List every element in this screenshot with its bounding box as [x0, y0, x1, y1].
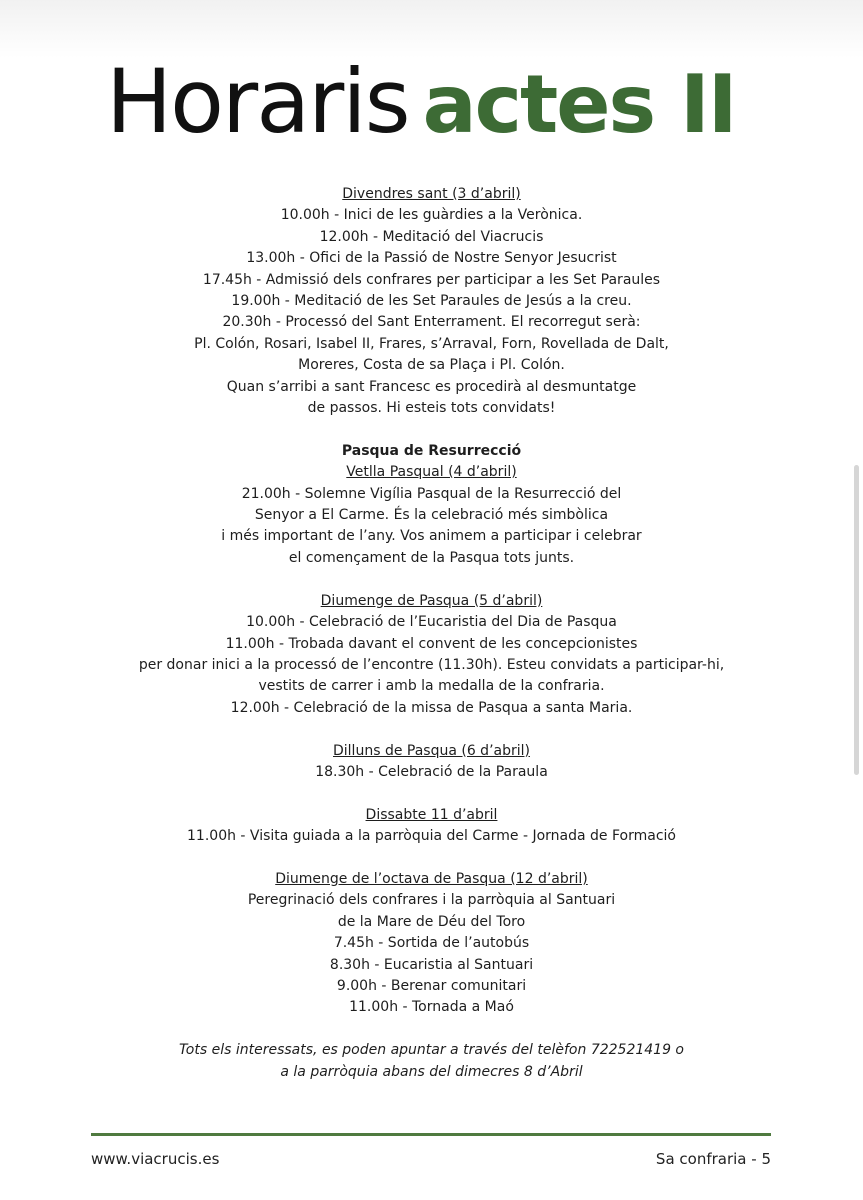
schedule-line: 12.00h - Celebració de la missa de Pasqua a santa Maria.	[230, 699, 633, 716]
schedule-line: 18.30h - Celebració de la Paraula	[315, 763, 548, 780]
spacer	[120, 783, 743, 804]
schedule-line: Moreres, Costa de sa Plaça i Pl. Colón.	[298, 357, 565, 374]
schedule-line: 21.00h - Solemne Vigília Pasqual de la Resurrecció del	[241, 485, 622, 502]
spacer	[120, 719, 743, 740]
spacer	[120, 569, 743, 590]
section-heading-octava: Diumenge de l’octava de Pasqua (12 d’abril)	[275, 870, 588, 887]
schedule-line: 12.00h - Meditació del Viacrucis	[319, 228, 544, 245]
schedule-line: 11.00h - Trobada davant el convent de les concepcionistes	[225, 635, 638, 652]
footer-divider	[91, 1133, 771, 1136]
schedule-line: Senyor a El Carme. És la celebració més simbòlica	[254, 507, 609, 524]
schedule-line: el començament de la Pasqua tots junts.	[288, 549, 575, 566]
section-heading-dilluns: Dilluns de Pasqua (6 d’abril)	[333, 742, 530, 759]
schedule-line: Quan s’arribi a sant Francesc es procedirà al desmuntatge	[226, 378, 637, 395]
schedule-line: 9.00h - Berenar comunitari	[336, 977, 527, 994]
schedule-line: vestits de carrer i amb la medalla de la confraria.	[258, 678, 605, 695]
section-heading-diumenge: Diumenge de Pasqua (5 d’abril)	[320, 592, 543, 609]
schedule-line: 17.45h - Admissió dels confrares per participar a les Set Paraules	[202, 271, 661, 288]
schedule-line: de passos. Hi esteis tots convidats!	[307, 400, 556, 417]
schedule-line: i més important de l’any. Vos animem a participar i celebrar	[221, 528, 642, 545]
title-word-horaris: Horaris	[106, 50, 409, 153]
schedule-line: 11.00h - Tornada a Maó	[349, 999, 514, 1016]
title-word-actes: actes II	[422, 58, 736, 151]
scrollbar-thumb[interactable]	[854, 465, 859, 775]
schedule-line: Pl. Colón, Rosari, Isabel II, Frares, s’Arraval, Forn, Rovellada de Dalt,	[194, 335, 669, 352]
section-title-pasqua: Pasqua de Resurrecció	[341, 442, 522, 459]
schedule-line: 10.00h - Celebració de l’Eucaristia del Dia de Pasqua	[246, 614, 617, 631]
signup-note: a la parròquia abans del dimecres 8 d’Abril	[280, 1063, 583, 1080]
spacer	[120, 419, 743, 440]
schedule-line: 11.00h - Visita guiada a la parròquia del Carme - Jornada de Formació	[187, 828, 676, 845]
section-heading-dissabte: Dissabte 11 d’abril	[365, 806, 498, 823]
schedule-line: de la Mare de Déu del Toro	[337, 913, 526, 930]
section-heading-vetlla: Vetlla Pasqual (4 d’abril)	[346, 464, 517, 481]
section-heading-divendres: Divendres sant (3 d’abril)	[342, 186, 521, 202]
spacer	[120, 848, 743, 869]
signup-note: Tots els interessats, es poden apuntar a través del telèfon 722521419 o	[178, 1042, 684, 1059]
footer-website-link[interactable]: www.viacrucis.es	[91, 1150, 220, 1168]
spacer	[120, 1019, 743, 1040]
page-title	[106, 50, 736, 153]
schedule-line: per donar inici a la processó de l’encontre (11.30h). Esteu convidats a participar-hi,	[138, 656, 725, 673]
footer-page-number: Sa confraria - 5	[655, 1150, 771, 1168]
schedule-content	[120, 184, 743, 1083]
schedule-line: 7.45h - Sortida de l’autobús	[333, 935, 530, 952]
schedule-line: 13.00h - Ofici de la Passió de Nostre Senyor Jesucrist	[246, 250, 617, 267]
schedule-line: 20.30h - Processó del Sant Enterrament. El recorregut serà:	[222, 314, 641, 331]
schedule-line: 10.00h - Inici de les guàrdies a la Verònica.	[280, 207, 583, 224]
schedule-line: 8.30h - Eucaristia al Santuari	[329, 956, 534, 973]
schedule-line: Peregrinació dels confrares i la parròquia al Santuari	[247, 892, 616, 909]
schedule-line: 19.00h - Meditació de les Set Paraules de Jesús a la creu.	[231, 293, 632, 310]
